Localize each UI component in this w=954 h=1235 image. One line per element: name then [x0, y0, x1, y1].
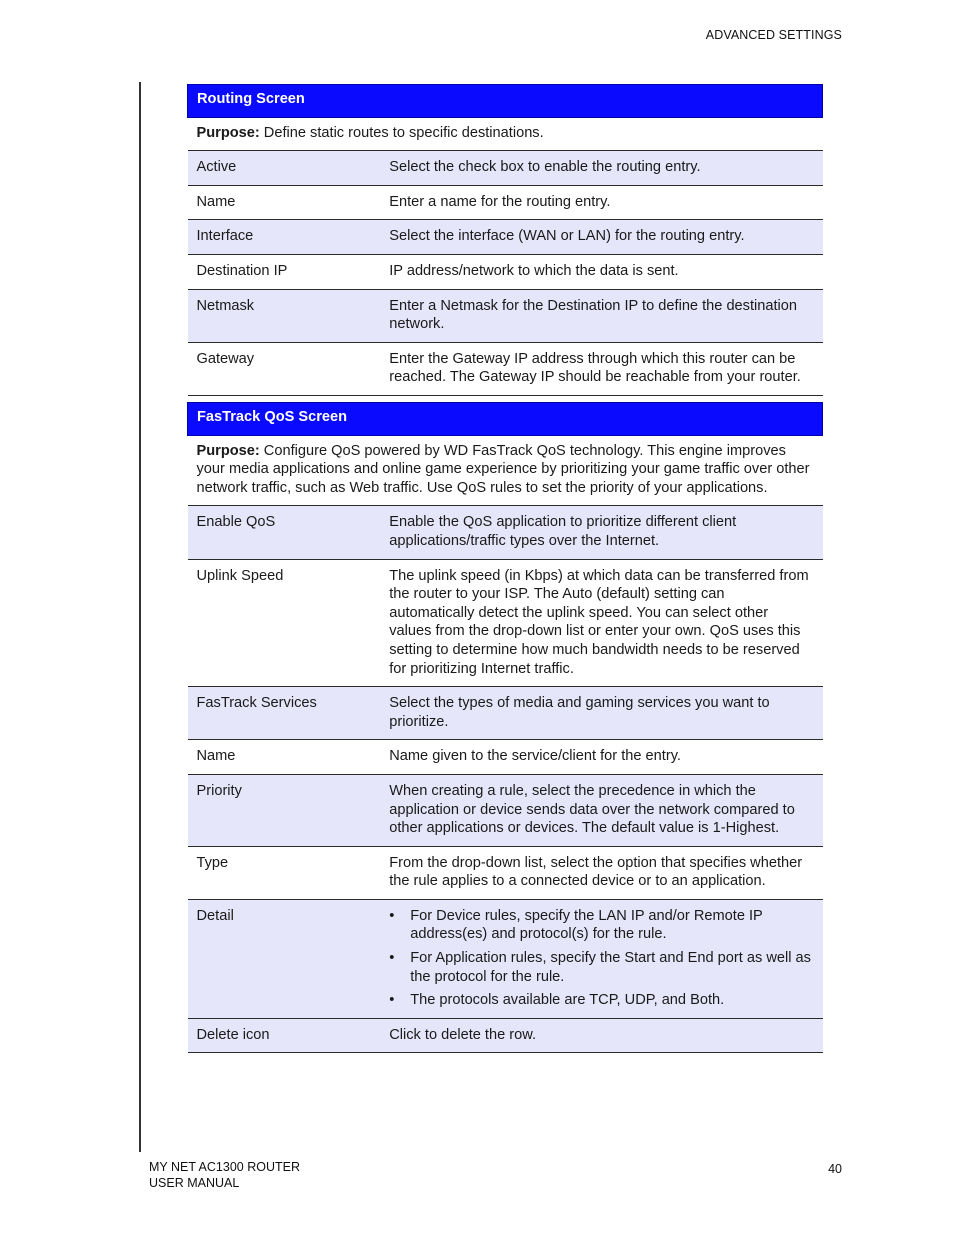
- table-row: [188, 185, 823, 220]
- row-description: Enter the Gateway IP address through which this router can be reached. The Gateway IP should be reachable from your router.: [380, 342, 822, 395]
- row-description: Select the interface (WAN or LAN) for the routing entry.: [380, 220, 822, 255]
- routing-purpose: [188, 117, 823, 151]
- fastrack-qos-table: [187, 402, 823, 1053]
- purpose-row: [188, 435, 823, 506]
- table-row: [188, 506, 823, 559]
- row-label: Name: [188, 185, 381, 220]
- bullet-icon: •: [389, 907, 395, 924]
- row-label: Detail: [188, 899, 381, 1018]
- table-row: [188, 687, 823, 740]
- row-description: Enter a name for the routing entry.: [380, 185, 822, 220]
- row-description: IP address/network to which the data is sent.: [380, 254, 822, 289]
- row-description: Select the types of media and gaming services you want to prioritize.: [380, 687, 822, 740]
- table-row: [188, 1018, 823, 1053]
- row-label: Name: [188, 740, 381, 775]
- running-header: ADVANCED SETTINGS: [705, 28, 842, 42]
- row-description: The uplink speed (in Kbps) at which data can be transferred from the router to your ISP. The Auto (default) setting can automatically detect the uplink speed. You can select other values from the drop-down list or enter your own. QoS uses this setting to determine how much bandwidth needs to be reserved for prioritizing Internet traffic.: [380, 559, 822, 687]
- row-description: [380, 899, 822, 1018]
- row-label: Uplink Speed: [188, 559, 381, 687]
- routing-screen-title: Routing Screen: [188, 85, 823, 118]
- table-row: [188, 220, 823, 255]
- row-label: Gateway: [188, 342, 381, 395]
- purpose-row: [188, 117, 823, 151]
- purpose-label: Purpose:: [196, 442, 260, 459]
- bullet-item: • For Application rules, specify the Start and End port as well as the protocol for the rule.: [389, 950, 811, 985]
- table-row: [188, 899, 823, 1018]
- row-label: Active: [188, 151, 381, 186]
- table-row: [188, 774, 823, 846]
- row-label: Destination IP: [188, 254, 381, 289]
- footer-manual-name: USER MANUAL: [149, 1176, 240, 1190]
- bullet-item: • The protocols available are TCP, UDP, and Both.: [389, 992, 725, 1009]
- bullet-icon: •: [389, 992, 395, 1009]
- row-description: Select the check box to enable the routing entry.: [380, 151, 822, 186]
- row-description: From the drop-down list, select the option that specifies whether the rule applies to a connected device or to an application.: [380, 846, 822, 899]
- fastrack-purpose: [188, 435, 823, 506]
- row-description: Enter a Netmask for the Destination IP to define the destination network.: [380, 289, 822, 342]
- table-row: [188, 559, 823, 687]
- row-label: Delete icon: [188, 1018, 381, 1053]
- table-row: [188, 289, 823, 342]
- footer-product: [149, 1159, 300, 1191]
- routing-screen-table: [187, 84, 823, 396]
- row-label: Netmask: [188, 289, 381, 342]
- row-label: Priority: [188, 774, 381, 846]
- table-row: [188, 846, 823, 899]
- row-label: Enable QoS: [188, 506, 381, 559]
- footer-product-name: MY NET AC1300 ROUTER: [149, 1160, 300, 1174]
- detail-bullet-list: [389, 907, 813, 1010]
- row-description: When creating a rule, select the precedence in which the application or device sends data over the network compared to other applications or devices. The default value is 1-Highest.: [380, 774, 822, 846]
- bullet-icon: •: [389, 950, 395, 967]
- row-label: Type: [188, 846, 381, 899]
- page-number: 40: [828, 1162, 842, 1176]
- row-label: FasTrack Services: [188, 687, 381, 740]
- table-row: [188, 740, 823, 775]
- table-row: [188, 151, 823, 186]
- table-row: [188, 254, 823, 289]
- table-row: [188, 342, 823, 395]
- row-description: Name given to the service/client for the entry.: [380, 740, 822, 775]
- row-label: Interface: [188, 220, 381, 255]
- purpose-label: Purpose:: [196, 124, 260, 141]
- bullet-item: • For Device rules, specify the LAN IP and/or Remote IP address(es) and protocol(s) for the rule.: [389, 907, 763, 943]
- purpose-text: Define static routes to specific destinations.: [259, 124, 544, 141]
- table-title-row: [188, 403, 823, 436]
- row-description: Click to delete the row.: [380, 1018, 822, 1053]
- purpose-text: Configure QoS powered by WD FasTrack QoS technology. This engine improves your media applications and online game experience by prioritizing your game traffic over other network traffic, such as Web traffic. Use QoS rules to set the priority of your applications.: [196, 442, 810, 496]
- margin-rule: [139, 82, 141, 1152]
- table-title-row: [188, 85, 823, 118]
- row-description: Enable the QoS application to prioritize different client applications/traffic types over the Internet.: [380, 506, 822, 559]
- fastrack-qos-title: FasTrack QoS Screen: [188, 403, 823, 436]
